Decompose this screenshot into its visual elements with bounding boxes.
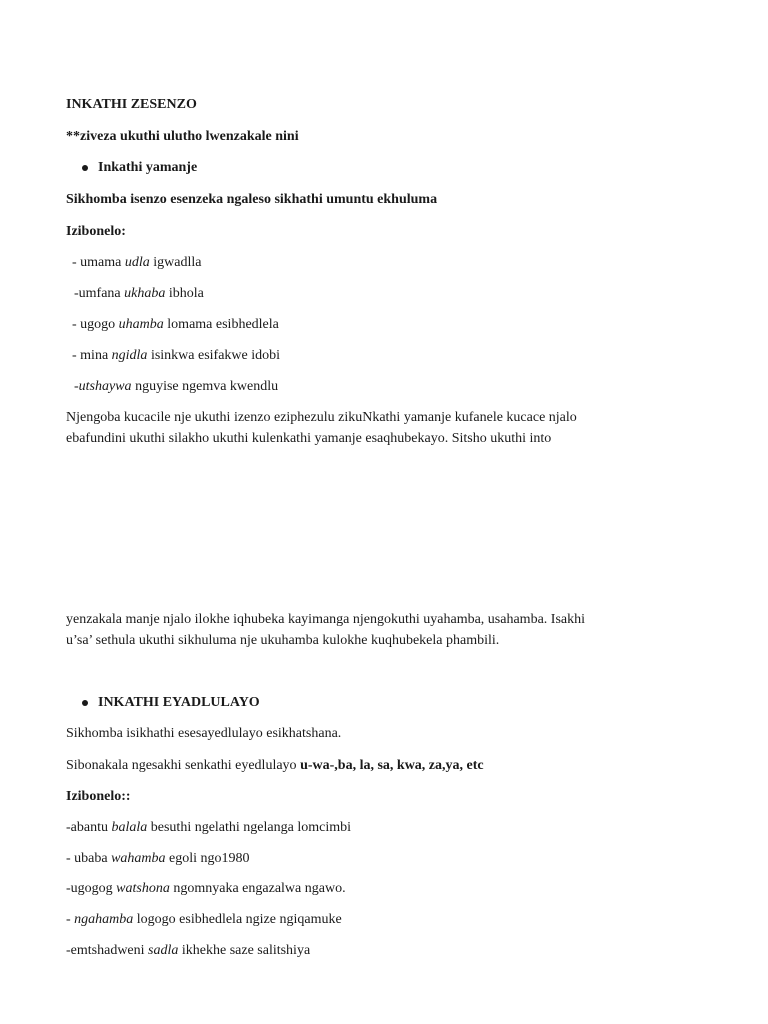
example-verb: wahamba xyxy=(111,851,166,866)
example-line: -utshaywa nguyise ngemva kwendlu xyxy=(74,379,279,394)
section1-heading: Inkathi yamanje xyxy=(98,160,198,175)
paragraph-line: u’sa’ sethula ukuthi sikhuluma nje ukuhamba kulokhe kuqhubekela phambili. xyxy=(66,633,500,648)
document-title: INKATHI ZESENZO xyxy=(66,97,197,112)
document-subtitle: **ziveza ukuthi ulutho lwenzakale nini xyxy=(66,129,299,144)
example-line: - umama udla igwadlla xyxy=(72,255,202,270)
example-verb: watshona xyxy=(116,881,170,896)
section2-markers: Sibonakala ngesakhi senkathi eyedlulayo u-wa-,ba, la, sa, kwa, za,ya, etc xyxy=(66,758,484,773)
example-line: -abantu balala besuthi ngelathi ngelanga lomcimbi xyxy=(66,820,351,835)
example-verb: sadla xyxy=(148,943,179,958)
section2-heading: INKATHI EYADLULAYO xyxy=(98,695,260,710)
example-verb: balala xyxy=(111,820,148,835)
example-line: - mina ngidla isinkwa esifakwe idobi xyxy=(72,348,281,363)
example-verb: uhamba xyxy=(118,317,164,332)
example-line: - ngahamba logogo esibhedlela ngize ngiqamuke xyxy=(66,912,342,927)
bullet-icon xyxy=(82,165,88,171)
example-line: -umfana ukhaba ibhola xyxy=(74,286,204,301)
section2-examples-label: Izibonelo:: xyxy=(66,789,131,804)
example-verb: udla xyxy=(124,255,150,270)
example-verb: ngahamba xyxy=(74,912,134,927)
example-verb: ukhaba xyxy=(124,286,166,301)
example-line: -emtshadweni sadla ikhekhe saze salitshiya xyxy=(66,943,311,958)
section1-examples-label: Izibonelo: xyxy=(66,224,126,239)
example-verb: utshaywa xyxy=(78,379,132,394)
example-verb: ngidla xyxy=(111,348,148,363)
paragraph-line: yenzakala manje njalo ilokhe iqhubeka kayimanga njengokuthi uyahamba, usahamba. Isakhi xyxy=(66,612,585,627)
bullet-icon xyxy=(82,700,88,706)
paragraph-line: Njengoba kucacile nje ukuthi izenzo eziphezulu zikuNkathi yamanje kufanele kucace njalo xyxy=(66,410,577,425)
tense-markers: u-wa-,ba, la, sa, kwa, za,ya, etc xyxy=(300,758,484,773)
example-line: - ugogo uhamba lomama esibhedlela xyxy=(72,317,279,332)
section2-description: Sikhomba isikhathi esesayedlulayo esikhatshana. xyxy=(66,726,342,741)
example-line: - ubaba wahamba egoli ngo1980 xyxy=(66,851,250,866)
example-line: -ugogog watshona ngomnyaka engazalwa ngawo. xyxy=(66,881,346,896)
paragraph-line: ebafundini ukuthi silakho ukuthi kulenkathi yamanje esaqhubekayo. Sitsho ukuthi into xyxy=(66,431,552,446)
section1-description: Sikhomba isenzo esenzeka ngaleso sikhathi umuntu ekhuluma xyxy=(66,192,438,207)
